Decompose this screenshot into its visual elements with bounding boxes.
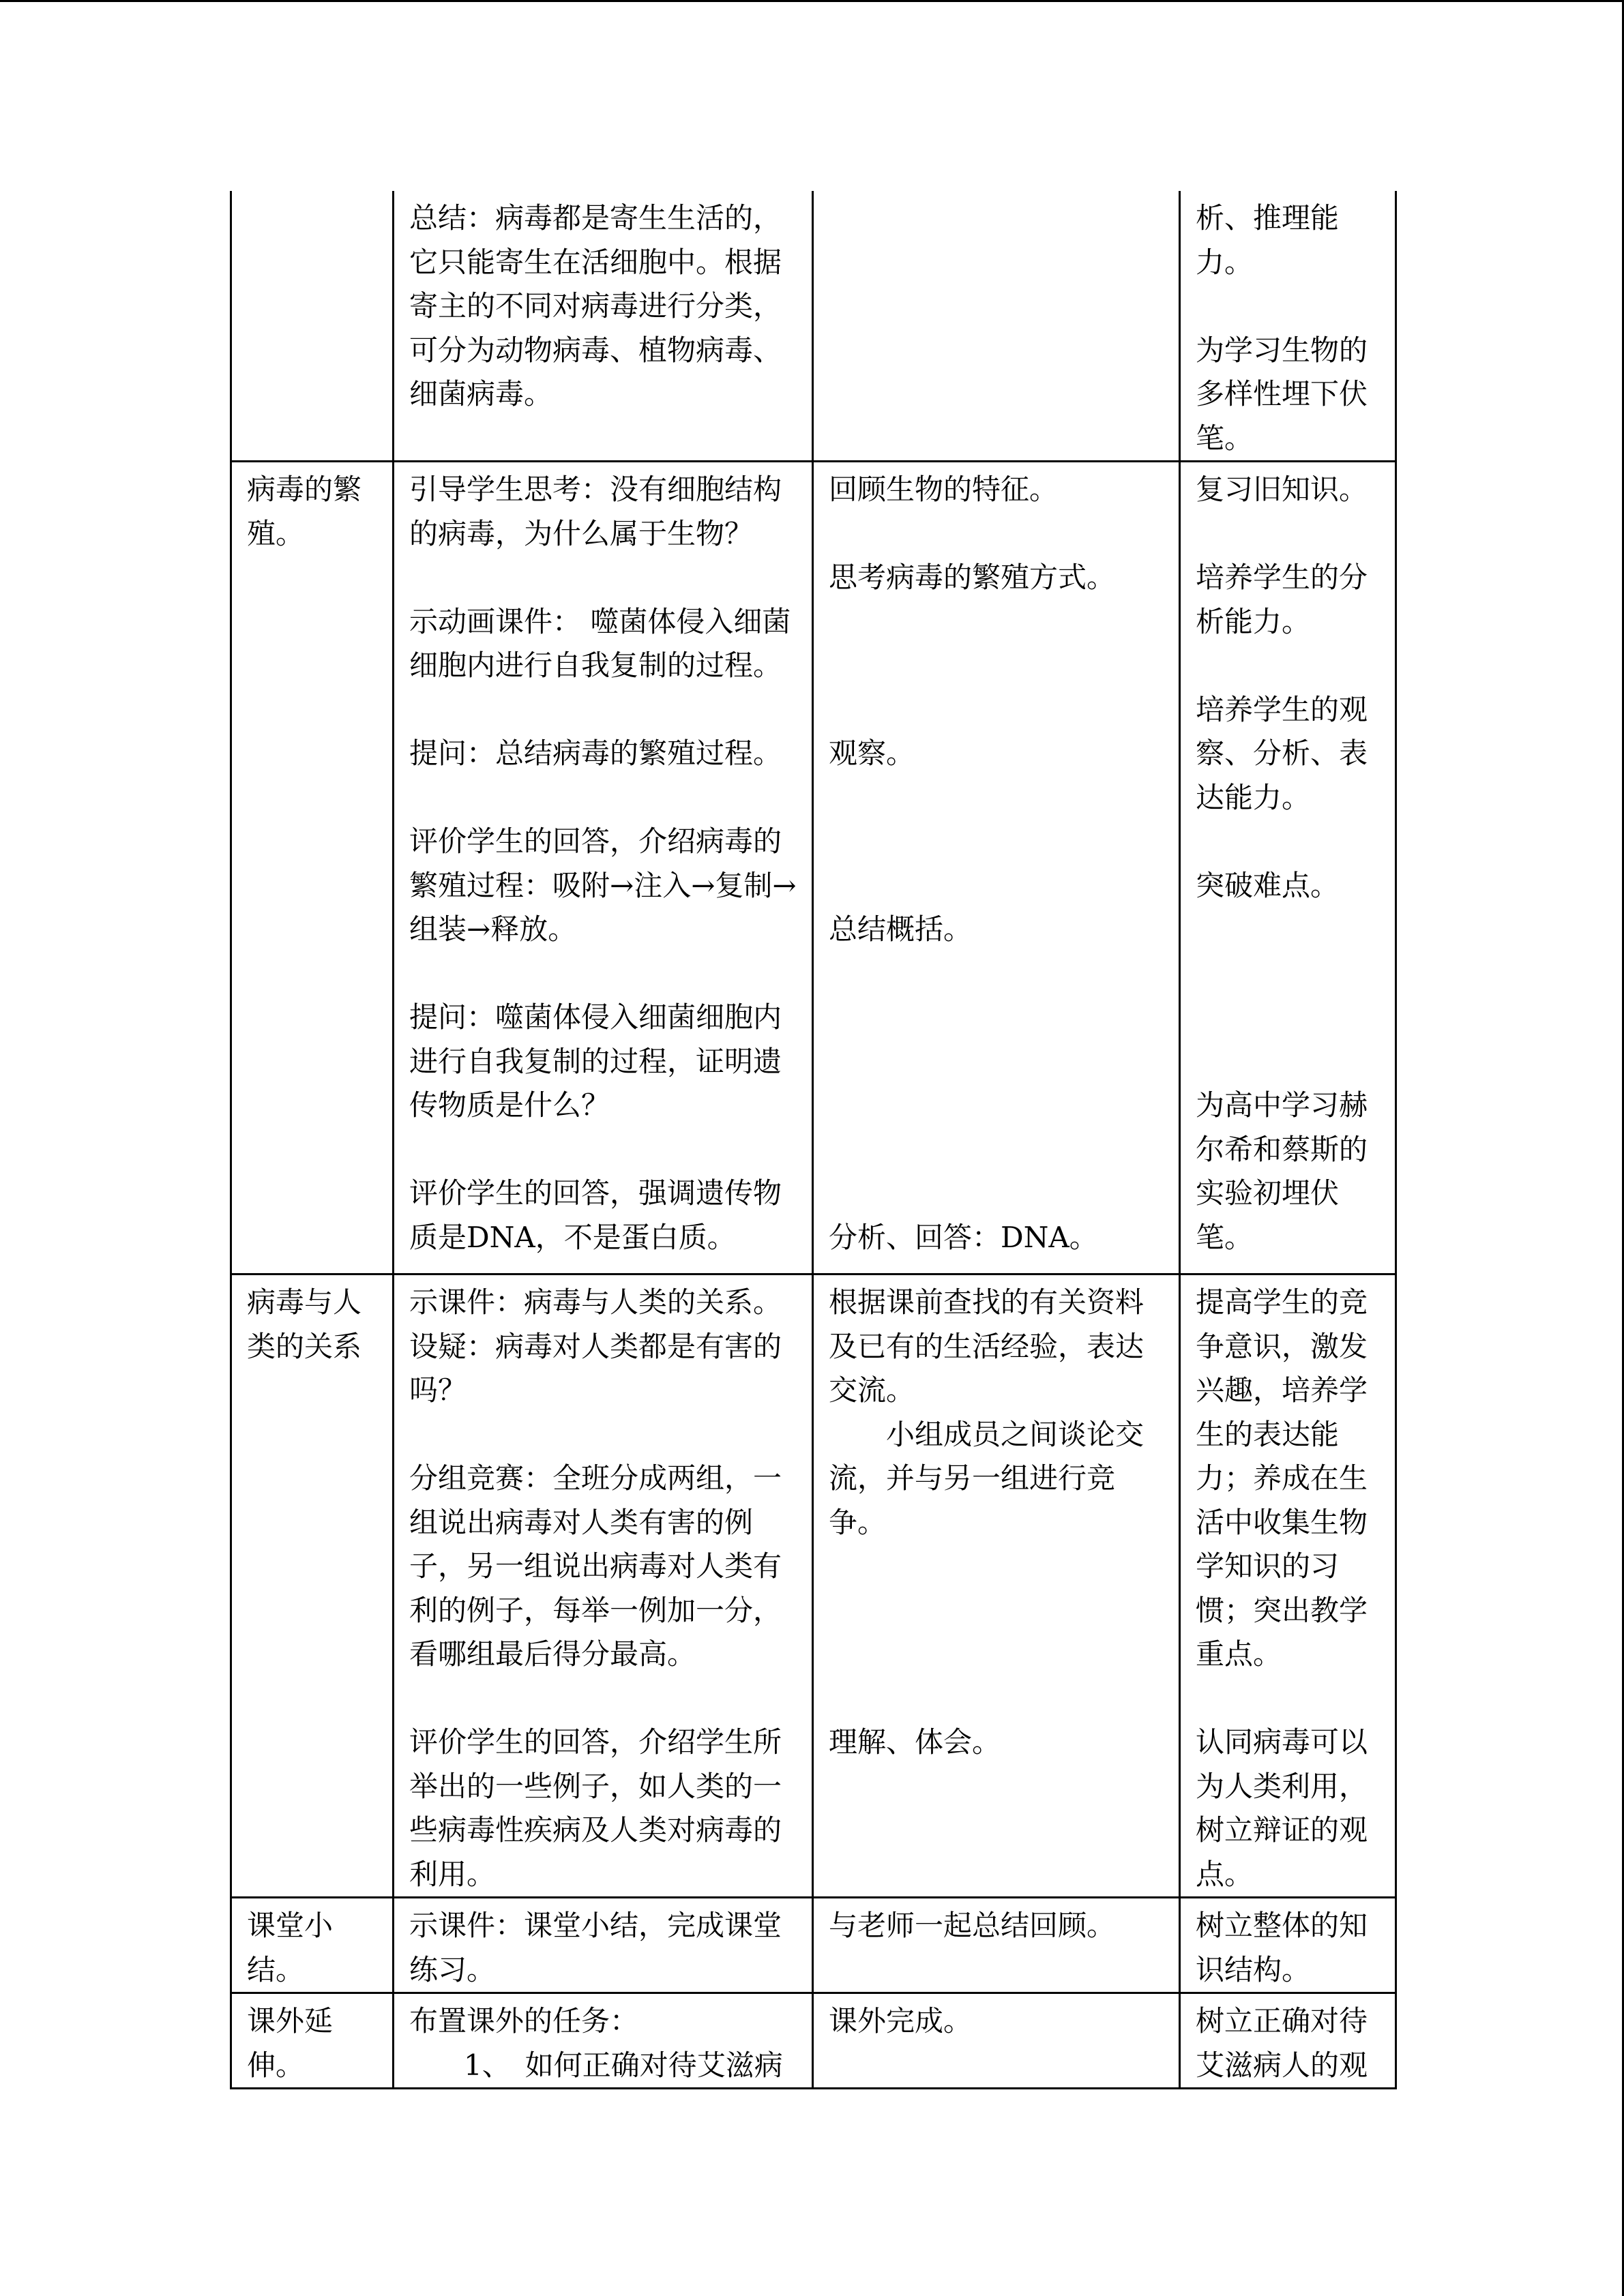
topic-cell (231, 1898, 394, 1993)
spacer (829, 512, 1164, 556)
cell-text: 认同病毒可以为人类利用，树立辩证的观点。 (1196, 1725, 1368, 1891)
spacer (829, 1545, 1164, 1589)
cell-text: 与老师一起总结回顾。 (829, 1909, 1116, 1942)
cell-text: 思考病毒的繁殖方式。 (829, 561, 1116, 594)
topic-cell (231, 462, 394, 1274)
spacer (829, 1589, 1164, 1633)
topic-cell (231, 1993, 394, 2089)
table-row (231, 1898, 1396, 1993)
design-intent-cell (1180, 1898, 1396, 1993)
cell-text: 示课件：病毒与人类的关系。 (409, 1285, 782, 1319)
spacer (829, 820, 1164, 864)
teacher-activity-cell (394, 1993, 813, 2089)
student-activity-cell (813, 462, 1180, 1274)
cell-text: 观察。 (829, 736, 915, 770)
cell-text: 突破难点。 (1196, 868, 1340, 902)
spacer (1196, 996, 1380, 1040)
cell-text: 培养学生的分析能力。 (1196, 561, 1368, 638)
spacer (829, 864, 1164, 908)
spacer (829, 600, 1164, 644)
cell-text: 总结：病毒都是寄生生活的，它只能寄生在活细胞中。根据寄主的不同对病毒进行分类，可分为动物病毒、植物病毒、细菌病毒。 (409, 201, 782, 411)
table-row (231, 462, 1396, 1274)
topic-label: 课外延伸。 (247, 2004, 334, 2082)
spacer (829, 996, 1164, 1040)
topic-cell (231, 191, 394, 462)
cell-text: 回顾生物的特征。 (829, 473, 1059, 506)
cell-text: 树立正确对待艾滋病人的观 (1196, 2004, 1368, 2082)
topic-label: 病毒的繁殖。 (247, 473, 362, 550)
spacer (409, 688, 797, 732)
cell-text: 培养学生的观察、分析、表达能力。 (1196, 692, 1368, 814)
spacer (829, 1040, 1164, 1084)
spacer (1196, 1677, 1380, 1721)
student-activity-cell (813, 1993, 1180, 2089)
topic-label: 课堂小结。 (247, 1909, 334, 1986)
spacer (829, 952, 1164, 996)
lesson-plan-table (230, 191, 1397, 2089)
cell-text: 复习旧知识。 (1196, 473, 1368, 506)
cell-text: 为学习生物的多样性埋下伏笔。 (1196, 333, 1368, 455)
cell-text: 示动画课件： 噬菌体侵入细菌细胞内进行自我复制的过程。 (409, 604, 791, 682)
spacer (1196, 284, 1380, 329)
cell-text: 理解、体会。 (829, 1725, 1001, 1759)
table-row (231, 1993, 1396, 2089)
spacer (409, 556, 797, 600)
spacer (1196, 820, 1380, 864)
spacer (1196, 1040, 1380, 1084)
cell-text: 示课件：课堂小结，完成课堂练习。 (409, 1909, 782, 1986)
cell-text: 评价学生的回答，介绍病毒的繁殖过程：吸附→注入→复制→组装→释放。 (409, 824, 797, 946)
teacher-activity-cell (394, 191, 813, 462)
spacer (829, 644, 1164, 688)
teacher-activity-cell (394, 462, 813, 1274)
cell-text: 评价学生的回答，强调遗传物质是DNA，不是蛋白质。 (409, 1176, 782, 1254)
spacer (829, 1128, 1164, 1172)
cell-text: 设疑：病毒对人类都是有害的吗？ (409, 1329, 782, 1407)
spacer (409, 1128, 797, 1172)
cell-text: 分组竞赛：全班分成两组，一组说出病毒对人类有害的例子，另一组说出病毒对人类有利的例子，每举一例加一分，看哪组最后得分最高。 (409, 1461, 782, 1671)
cell-text: 引导学生思考：没有细胞结构的病毒，为什么属于生物？ (409, 473, 782, 550)
spacer (829, 776, 1164, 820)
spacer (829, 1084, 1164, 1128)
table-row (231, 1274, 1396, 1898)
top-border-line (0, 0, 1624, 2)
spacer (409, 952, 797, 996)
cell-text: 小组成员之间谈论交流，并与另一组进行竞争。 (829, 1417, 1145, 1539)
spacer (829, 1677, 1164, 1721)
cell-text: 布置课外的任务： (409, 2004, 639, 2038)
spacer (1196, 952, 1380, 996)
teacher-activity-cell (394, 1898, 813, 1993)
topic-cell (231, 1274, 394, 1898)
cell-text: 树立整体的知识结构。 (1196, 1909, 1368, 1986)
spacer (409, 1413, 797, 1457)
cell-text: 提问：噬菌体侵入细菌细胞内进行自我复制的过程，证明遗传物质是什么？ (409, 1000, 782, 1122)
cell-text: 总结概括。 (829, 912, 973, 946)
spacer (829, 688, 1164, 732)
cell-text: 课外完成。 (829, 2004, 973, 2038)
table-row (231, 191, 1396, 462)
spacer (1196, 908, 1380, 952)
student-activity-cell (813, 191, 1180, 462)
student-activity-cell (813, 1898, 1180, 1993)
design-intent-cell (1180, 1274, 1396, 1898)
design-intent-cell (1180, 191, 1396, 462)
cell-text: 提问：总结病毒的繁殖过程。 (409, 736, 782, 770)
cell-text: 提高学生的竞争意识，激发兴趣，培养学生的表达能力；养成在生活中收集生物学知识的习惯；突出教学重点。 (1196, 1285, 1368, 1671)
cell-text: 分析、回答：DNA。 (829, 1220, 1098, 1254)
design-intent-cell (1180, 1993, 1396, 2089)
teacher-activity-cell (394, 1274, 813, 1898)
list-item: 1、 如何正确对待艾滋病 (464, 2048, 783, 2082)
spacer (1196, 512, 1380, 556)
spacer (409, 776, 797, 820)
topic-label: 病毒与人类的关系 (247, 1285, 362, 1363)
spacer (829, 1172, 1164, 1216)
student-activity-cell (813, 1274, 1180, 1898)
cell-text: 为高中学习赫尔希和蔡斯的实验初埋伏笔。 (1196, 1088, 1368, 1254)
cell-text: 评价学生的回答，介绍学生所举出的一些例子，如人类的一些病毒性疾病及人类对病毒的利用。 (409, 1725, 782, 1891)
cell-text: 根据课前查找的有关资料及已有的生活经验，表达交流。 (829, 1285, 1145, 1407)
design-intent-cell (1180, 462, 1396, 1274)
spacer (409, 1677, 797, 1721)
cell-text: 析、推理能力。 (1196, 201, 1340, 279)
spacer (829, 1632, 1164, 1677)
spacer (1196, 644, 1380, 688)
